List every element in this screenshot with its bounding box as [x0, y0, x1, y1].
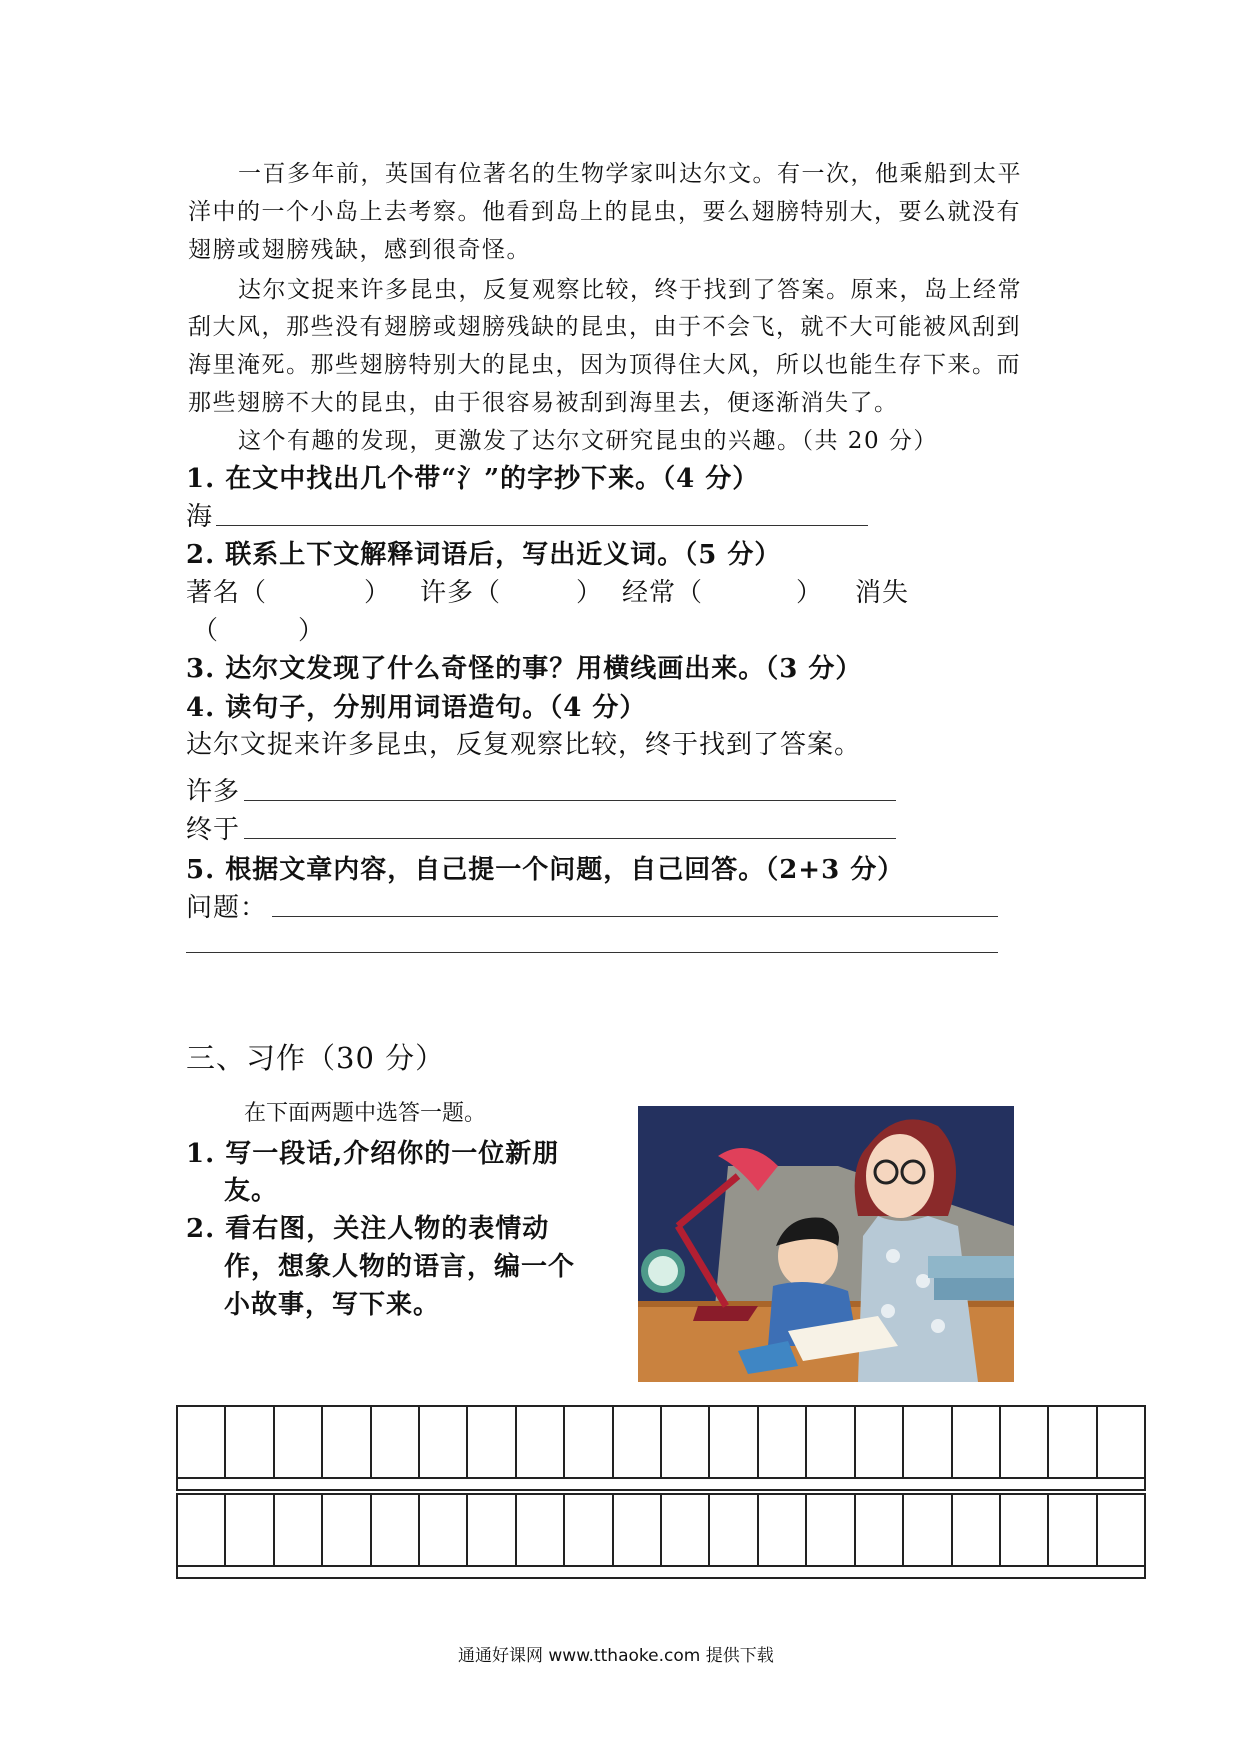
grid-cell[interactable]	[662, 1495, 710, 1565]
grid-cell[interactable]	[614, 1495, 662, 1565]
grid-cell[interactable]	[953, 1495, 1001, 1565]
grid-cell[interactable]	[468, 1495, 516, 1565]
word-disappear: 消失	[855, 578, 910, 608]
grid-cell[interactable]	[662, 1407, 710, 1477]
grid-cell[interactable]	[904, 1495, 952, 1565]
grid-cell[interactable]	[759, 1495, 807, 1565]
answer-line[interactable]	[272, 916, 998, 917]
grid-cell[interactable]	[178, 1407, 226, 1477]
answer-prefix: 海	[186, 502, 214, 532]
writing-grid-row-2[interactable]	[176, 1493, 1146, 1567]
question-4: 4. 读句子，分别用词语造句。（4 分）	[186, 693, 647, 723]
option-1: 1. 写一段话,介绍你的一位新朋	[186, 1139, 560, 1169]
example-sentence: 达尔文捉来许多昆虫，反复观察比较，终于找到了答案。	[186, 730, 862, 760]
grid-cell[interactable]	[420, 1407, 468, 1477]
grid-cell[interactable]	[372, 1495, 420, 1565]
bracket-open: （	[192, 616, 220, 646]
grid-cell[interactable]	[953, 1407, 1001, 1477]
option-1-cont: 友。	[224, 1176, 279, 1206]
option-2-cont: 小故事，写下来。	[224, 1290, 441, 1320]
passage-line: 翅膀或翅膀残缺，感到很奇怪。	[188, 237, 531, 263]
grid-cell[interactable]	[226, 1495, 274, 1565]
bracket-close: ）	[364, 578, 392, 608]
grid-cell[interactable]	[517, 1407, 565, 1477]
passage-line: 刮大风，那些没有翅膀或翅膀残缺的昆虫，由于不会飞，就不大可能被风刮到	[188, 314, 1021, 340]
word-label: 许多	[186, 777, 241, 807]
footer-text: 通通好课网 www.tthaoke.com 提供下载	[458, 1646, 774, 1666]
bracket-close: ）	[576, 578, 604, 608]
grid-cell[interactable]	[420, 1495, 468, 1565]
grid-cell[interactable]	[1001, 1495, 1049, 1565]
grid-cell[interactable]	[856, 1407, 904, 1477]
bracket-close: ）	[298, 616, 326, 646]
grid-cell[interactable]	[517, 1495, 565, 1565]
grid-spacer	[176, 1567, 1146, 1579]
passage-line: 那些翅膀不大的昆虫，由于很容易被刮到海里去，便逐渐消失了。	[188, 390, 899, 416]
passage-line: 达尔文捉来许多昆虫，反复观察比较，终于找到了答案。原来，岛上经常	[238, 277, 1022, 303]
word-famous: 著名（	[186, 578, 268, 608]
grid-cell[interactable]	[565, 1495, 613, 1565]
passage-line: 海里淹死。那些翅膀特别大的昆虫，因为顶得住大风，所以也能生存下来。而	[188, 352, 1021, 378]
grid-cell[interactable]	[614, 1407, 662, 1477]
grid-cell[interactable]	[226, 1407, 274, 1477]
answer-line[interactable]	[186, 952, 998, 953]
passage-line: 洋中的一个小岛上去考察。他看到岛上的昆虫，要么翅膀特别大，要么就没有	[188, 199, 1021, 225]
grid-cell[interactable]	[710, 1407, 758, 1477]
answer-line[interactable]	[244, 838, 896, 839]
mother-child-homework-illustration-icon	[638, 1106, 1014, 1382]
option-2-cont: 作，想象人物的语言，编一个	[224, 1252, 576, 1282]
grid-cell[interactable]	[323, 1407, 371, 1477]
instruction: 在下面两题中选答一题。	[244, 1101, 487, 1126]
question-2: 2. 联系上下文解释词语后，写出近义词。（5 分）	[186, 540, 782, 570]
word-often: 经常（	[622, 578, 704, 608]
answer-line[interactable]	[216, 525, 868, 526]
grid-cell[interactable]	[372, 1407, 420, 1477]
grid-cell[interactable]	[1001, 1407, 1049, 1477]
grid-cell[interactable]	[275, 1407, 323, 1477]
word-label: 终于	[186, 815, 241, 845]
grid-cell[interactable]	[1098, 1407, 1144, 1477]
grid-cell[interactable]	[710, 1495, 758, 1565]
word-many: 许多（	[420, 578, 502, 608]
question-label: 问题：	[186, 893, 268, 923]
passage-line: 一百多年前，英国有位著名的生物学家叫达尔文。有一次，他乘船到太平	[238, 161, 1022, 187]
grid-cell[interactable]	[856, 1495, 904, 1565]
section-heading: 三、习作（30 分）	[186, 1041, 446, 1075]
grid-cell[interactable]	[807, 1407, 855, 1477]
writing-grid-row-1[interactable]	[176, 1405, 1146, 1479]
passage-line: 这个有趣的发现，更激发了达尔文研究昆虫的兴趣。（共 20 分）	[238, 428, 938, 454]
question-5: 5. 根据文章内容，自己提一个问题，自己回答。（2+3 分）	[186, 855, 905, 885]
grid-cell[interactable]	[1049, 1407, 1097, 1477]
bracket-close: ）	[796, 578, 824, 608]
grid-cell[interactable]	[807, 1495, 855, 1565]
question-3: 3. 达尔文发现了什么奇怪的事？用横线画出来。（3 分）	[186, 654, 863, 684]
grid-spacer	[176, 1479, 1146, 1491]
grid-cell[interactable]	[323, 1495, 371, 1565]
grid-cell[interactable]	[904, 1407, 952, 1477]
answer-line[interactable]	[244, 800, 896, 801]
option-2: 2. 看右图，关注人物的表情动	[186, 1214, 550, 1244]
grid-cell[interactable]	[275, 1495, 323, 1565]
question-1: 1. 在文中找出几个带“氵”的字抄下来。（4 分）	[186, 464, 760, 494]
grid-cell[interactable]	[468, 1407, 516, 1477]
grid-cell[interactable]	[1049, 1495, 1097, 1565]
grid-cell[interactable]	[178, 1495, 226, 1565]
grid-cell[interactable]	[759, 1407, 807, 1477]
grid-cell[interactable]	[565, 1407, 613, 1477]
grid-cell[interactable]	[1098, 1495, 1144, 1565]
